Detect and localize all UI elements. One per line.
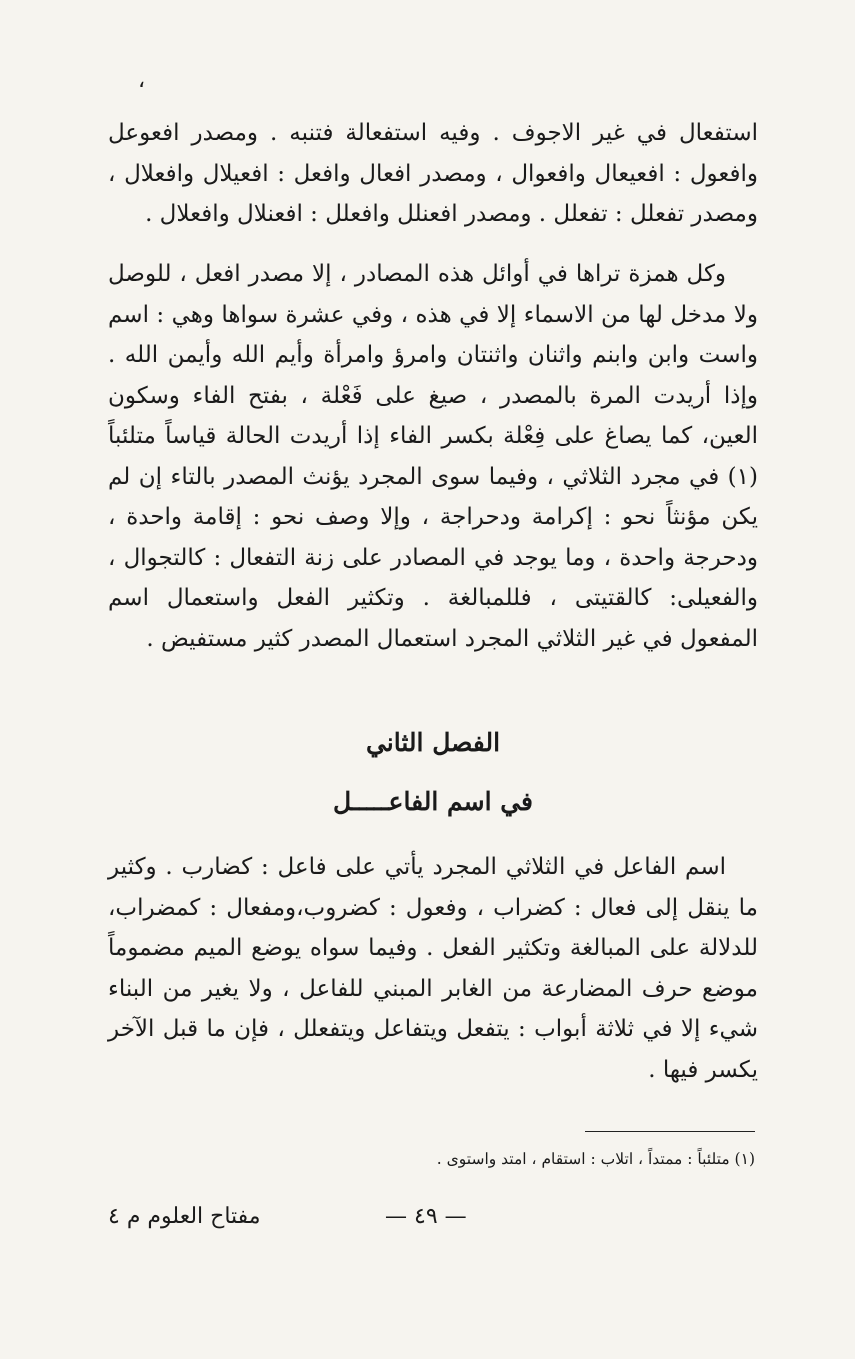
book-signature: مفتاح العلوم م ٤	[108, 1204, 261, 1229]
paragraph-2: وكل همزة تراها في أوائل هذه المصادر ، إلا مصدر افعل ، للوصل ولا مدخل لها من الاسماء إلا في هذه ، وفي عشرة سواها وهي : اسم واست وابن وابنم واثنان واثنتان وامرؤ وامرأة وأيم الله وأيمن الله . وإذا أريدت المرة بالمصدر ، صيغ على فَعْلة ، بفتح الفاء وسكون العين، كما يصاغ على فِعْلة بكسر الفاء إذا أريدت الحالة قياساً متلئباً (١) في مجرد الثلاثي ، وفيما سوى المجرد يؤنث المصدر بالتاء إن لم يكن مؤنثاً نحو : إكرامة ودحراجة ، وإلا وصف نحو : إقامة واحدة ، ودحرجة واحدة ، وما يوجد في المصادر على زنة التفعال : كالتجوال ، والفعيلى: كالقتيتى ، فللمبالغة . وتكثير الفعل واستعمال اسم المفعول في غير الثلاثي المجرد استعمال المصدر كثير مستفيض .	[108, 261, 758, 652]
page-number: — ٤٩ —	[385, 1204, 467, 1229]
chapter-subtitle: في اسم الفاعـــــل	[332, 787, 534, 816]
footnote-divider	[585, 1131, 755, 1132]
footnote: (١) متلئباً : ممتداً ، اتلاب : استقام ، امتد واستوى .	[436, 1150, 755, 1168]
paragraph-3-block	[108, 847, 758, 1090]
paragraph-3: اسم الفاعل في الثلاثي المجرد يأتي على فاعل : كضارب . وكثير ما ينقل إلى فعال : كضراب ، وفعول : كضروب،ومفعال : كمضراب، للدلالة على المبالغة وتكثير الفعل . وفيما سواه يوضع الميم مضموماً موضع حرف المضارعة من الغابر المبني للفاعل ، ولا يغير من البناء شيء إلا في ثلاثة أبواب : يتفعل ويتفاعل ويتفعلل ، فإن ما قبل الآخر يكسر فيها .	[108, 854, 758, 1083]
paragraph-1-block	[108, 113, 758, 235]
chapter-title: الفصل الثاني	[365, 728, 501, 757]
paragraph-2-block	[108, 254, 758, 659]
paragraph-1: استفعال في غير الاجوف . وفيه استفعالة فتنبه . ومصدر افعوعل وافعول : افعيعال وافعوال ، ومصدر افعال وافعل : افعيلال وافعلال ، ومصدر تفعلل : تفعلل . ومصدر افعنلل وافعلل : افعنلال وافعلال .	[108, 120, 758, 227]
corner-mark: ،	[138, 68, 146, 93]
